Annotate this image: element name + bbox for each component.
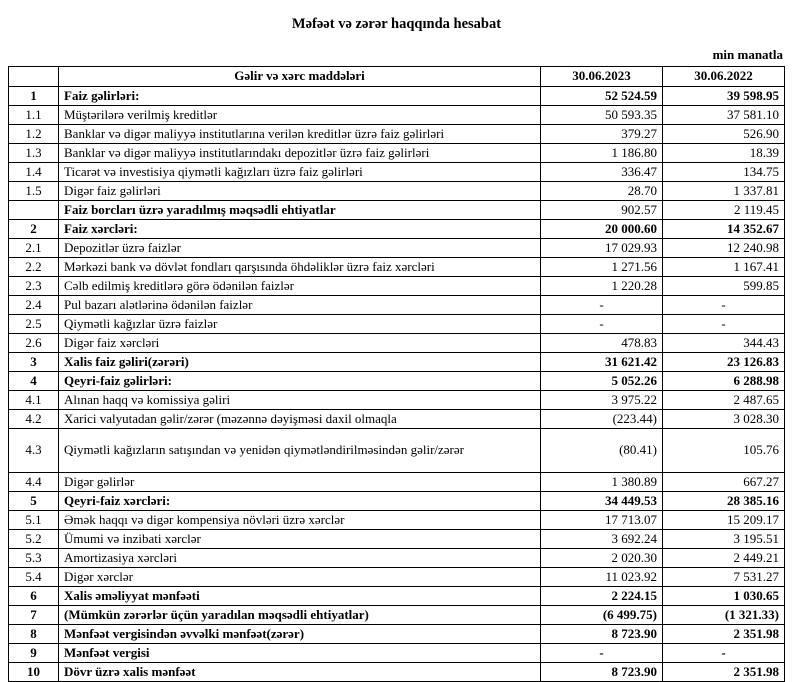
table-row xyxy=(9,296,785,315)
value-2022: 1 337.81 xyxy=(663,182,785,201)
value-2023: 2 224.15 xyxy=(541,587,663,606)
value-2023: (223.44) xyxy=(541,410,663,429)
value-2022: 2 449.21 xyxy=(663,549,785,568)
value-2023: 1 220.28 xyxy=(541,277,663,296)
value-2023: (6 499.75) xyxy=(541,606,663,625)
value-2023: 52 524.59 xyxy=(541,87,663,106)
value-2023: 28.70 xyxy=(541,182,663,201)
row-number: 4.3 xyxy=(9,429,59,473)
row-number: 2.6 xyxy=(9,334,59,353)
table-row xyxy=(9,163,785,182)
value-2022: 6 288.98 xyxy=(663,372,785,391)
value-2022: 526.90 xyxy=(663,125,785,144)
table-row xyxy=(9,353,785,372)
row-number: 5.3 xyxy=(9,549,59,568)
value-2023: 379.27 xyxy=(541,125,663,144)
profit-loss-table xyxy=(8,66,785,682)
value-2022: 599.85 xyxy=(663,277,785,296)
header-row xyxy=(9,67,785,87)
row-item-label: Cəlb edilmiş kreditlərə görə ödənilən faizlər xyxy=(59,277,541,296)
row-item-label: Digər faiz gəlirləri xyxy=(59,182,541,201)
value-2022: 7 531.27 xyxy=(663,568,785,587)
table-row xyxy=(9,334,785,353)
table-row xyxy=(9,587,785,606)
value-2022: 14 352.67 xyxy=(663,220,785,239)
table-row xyxy=(9,511,785,530)
header-number-column xyxy=(9,67,59,87)
table-row xyxy=(9,125,785,144)
row-number: 10 xyxy=(9,663,59,682)
row-number: 8 xyxy=(9,625,59,644)
row-number: 9 xyxy=(9,644,59,663)
table-row xyxy=(9,625,785,644)
row-number: 3 xyxy=(9,353,59,372)
row-item-label: Qeyri-faiz xərcləri: xyxy=(59,492,541,511)
value-2022: - xyxy=(663,644,785,663)
row-number: 4.4 xyxy=(9,473,59,492)
row-item-label: Alınan haqq və komissiya gəliri xyxy=(59,391,541,410)
row-item-label: Ümumi və inzibati xərclər xyxy=(59,530,541,549)
row-number: 4.2 xyxy=(9,410,59,429)
row-item-label: Qiymətli kağızlar üzrə faizlər xyxy=(59,315,541,334)
value-2023: 5 052.26 xyxy=(541,372,663,391)
row-number: 4.1 xyxy=(9,391,59,410)
row-number: 5.2 xyxy=(9,530,59,549)
header-date-2022: 30.06.2022 xyxy=(663,67,785,87)
row-item-label: Ticarət və investisiya qiymətli kağızları üzrə faiz gəlirləri xyxy=(59,163,541,182)
table-row xyxy=(9,549,785,568)
value-2023: 8 723.90 xyxy=(541,625,663,644)
row-number: 2.5 xyxy=(9,315,59,334)
row-number: 7 xyxy=(9,606,59,625)
value-2022: 12 240.98 xyxy=(663,239,785,258)
row-item-label: Digər xərclər xyxy=(59,568,541,587)
table-row xyxy=(9,144,785,163)
value-2023: 3 975.22 xyxy=(541,391,663,410)
row-item-label: Xarici valyutadan gəlir/zərər (məzənnə dəyişməsi daxil olmaqla xyxy=(59,410,541,429)
row-number: 1.5 xyxy=(9,182,59,201)
value-2022: 344.43 xyxy=(663,334,785,353)
table-row xyxy=(9,106,785,125)
value-2022: - xyxy=(663,315,785,334)
row-number: 1.1 xyxy=(9,106,59,125)
row-number: 1.4 xyxy=(9,163,59,182)
row-number: 2.2 xyxy=(9,258,59,277)
table-row xyxy=(9,473,785,492)
table-row xyxy=(9,410,785,429)
value-2023: - xyxy=(541,315,663,334)
table-row xyxy=(9,492,785,511)
row-item-label: Xalis faiz gəliri(zərəri) xyxy=(59,353,541,372)
value-2022: 3 195.51 xyxy=(663,530,785,549)
value-2022: (1 321.33) xyxy=(663,606,785,625)
value-2022: 2 351.98 xyxy=(663,625,785,644)
value-2023: 1 271.56 xyxy=(541,258,663,277)
row-number: 2.3 xyxy=(9,277,59,296)
row-item-label: Qiymətli kağızların satışından və yenidən qiymətləndirilməsindən gəlir/zərər xyxy=(59,429,541,473)
value-2022: 1 030.65 xyxy=(663,587,785,606)
row-item-label: Əmək haqqı və digər kompensiya növləri üzrə xərclər xyxy=(59,511,541,530)
header-item-column: Gəlir və xərc maddələri xyxy=(59,67,541,87)
table-row xyxy=(9,429,785,473)
value-2023: (80.41) xyxy=(541,429,663,473)
table-row xyxy=(9,277,785,296)
row-item-label: Mənfəət vergisindən əvvəlki mənfəət(zərər) xyxy=(59,625,541,644)
unit-note: min manatla xyxy=(712,47,783,62)
table-row xyxy=(9,239,785,258)
table-row xyxy=(9,201,785,220)
table-row xyxy=(9,258,785,277)
row-item-label: Faiz xərcləri: xyxy=(59,220,541,239)
row-item-label: Digər gəlirlər xyxy=(59,473,541,492)
row-number: 1 xyxy=(9,87,59,106)
row-number: 5.1 xyxy=(9,511,59,530)
row-number: 4 xyxy=(9,372,59,391)
row-number: 6 xyxy=(9,587,59,606)
value-2023: 2 020.30 xyxy=(541,549,663,568)
table-row xyxy=(9,182,785,201)
row-number: 2 xyxy=(9,220,59,239)
value-2023: 1 186.80 xyxy=(541,144,663,163)
row-number: 5.4 xyxy=(9,568,59,587)
value-2022: 134.75 xyxy=(663,163,785,182)
table-row xyxy=(9,315,785,334)
value-2023: 478.83 xyxy=(541,334,663,353)
row-item-label: Banklar və digər maliyyə institutlarına verilən kreditlər üzrə faiz gəlirləri xyxy=(59,125,541,144)
row-item-label: Digər faiz xərcləri xyxy=(59,334,541,353)
value-2023: 8 723.90 xyxy=(541,663,663,682)
value-2023: 20 000.60 xyxy=(541,220,663,239)
value-2022: 2 487.65 xyxy=(663,391,785,410)
value-2023: 3 692.24 xyxy=(541,530,663,549)
report-title: Məfəət və zərər haqqında hesabat xyxy=(291,16,502,32)
value-2022: 28 385.16 xyxy=(663,492,785,511)
value-2023: 50 593.35 xyxy=(541,106,663,125)
table-row xyxy=(9,530,785,549)
row-number xyxy=(9,201,59,220)
row-item-label: Faiz borcları üzrə yaradılmış məqsədli ehtiyatlar xyxy=(59,201,541,220)
value-2022: 37 581.10 xyxy=(663,106,785,125)
row-item-label: Faiz gəlirləri: xyxy=(59,87,541,106)
row-item-label: Dövr üzrə xalis mənfəət xyxy=(59,663,541,682)
row-item-label: Qeyri-faiz gəlirləri: xyxy=(59,372,541,391)
table-row xyxy=(9,372,785,391)
row-number: 1.2 xyxy=(9,125,59,144)
row-item-label: Mərkəzi bank və dövlət fondları qarşısında öhdəliklər üzrə faiz xərcləri xyxy=(59,258,541,277)
row-item-label: Mənfəət vergisi xyxy=(59,644,541,663)
row-item-label: (Mümkün zərərlər üçün yaradılan məqsədli ehtiyatlar) xyxy=(59,606,541,625)
table-row xyxy=(9,87,785,106)
table-body xyxy=(9,87,785,682)
header-date-2023: 30.06.2023 xyxy=(541,67,663,87)
row-item-label: Pul bazarı alətlərinə ödənilən faizlər xyxy=(59,296,541,315)
row-item-label: Amortizasiya xərcləri xyxy=(59,549,541,568)
table-row xyxy=(9,663,785,682)
value-2023: 34 449.53 xyxy=(541,492,663,511)
row-number: 2.4 xyxy=(9,296,59,315)
table-row xyxy=(9,391,785,410)
value-2023: 31 621.42 xyxy=(541,353,663,372)
value-2023: 17 029.93 xyxy=(541,239,663,258)
row-item-label: Xalis əməliyyat mənfəəti xyxy=(59,587,541,606)
value-2022: 105.76 xyxy=(663,429,785,473)
row-number: 1.3 xyxy=(9,144,59,163)
value-2022: - xyxy=(663,296,785,315)
value-2022: 1 167.41 xyxy=(663,258,785,277)
table-row xyxy=(9,220,785,239)
value-2023: - xyxy=(541,644,663,663)
row-item-label: Depozitlər üzrə faizlər xyxy=(59,239,541,258)
value-2022: 23 126.83 xyxy=(663,353,785,372)
row-item-label: Banklar və digər maliyyə institutlarındakı depozitlər üzrə faiz gəlirləri xyxy=(59,144,541,163)
row-number: 5 xyxy=(9,492,59,511)
value-2023: 17 713.07 xyxy=(541,511,663,530)
value-2022: 667.27 xyxy=(663,473,785,492)
value-2023: 1 380.89 xyxy=(541,473,663,492)
value-2022: 39 598.95 xyxy=(663,87,785,106)
value-2023: 336.47 xyxy=(541,163,663,182)
value-2023: 11 023.92 xyxy=(541,568,663,587)
value-2022: 2 351.98 xyxy=(663,663,785,682)
value-2022: 2 119.45 xyxy=(663,201,785,220)
value-2022: 3 028.30 xyxy=(663,410,785,429)
table-row xyxy=(9,568,785,587)
row-number: 2.1 xyxy=(9,239,59,258)
value-2022: 15 209.17 xyxy=(663,511,785,530)
value-2023: 902.57 xyxy=(541,201,663,220)
value-2023: - xyxy=(541,296,663,315)
value-2022: 18.39 xyxy=(663,144,785,163)
table-row xyxy=(9,606,785,625)
table-row xyxy=(9,644,785,663)
row-item-label: Müştərilərə verilmiş kreditlər xyxy=(59,106,541,125)
